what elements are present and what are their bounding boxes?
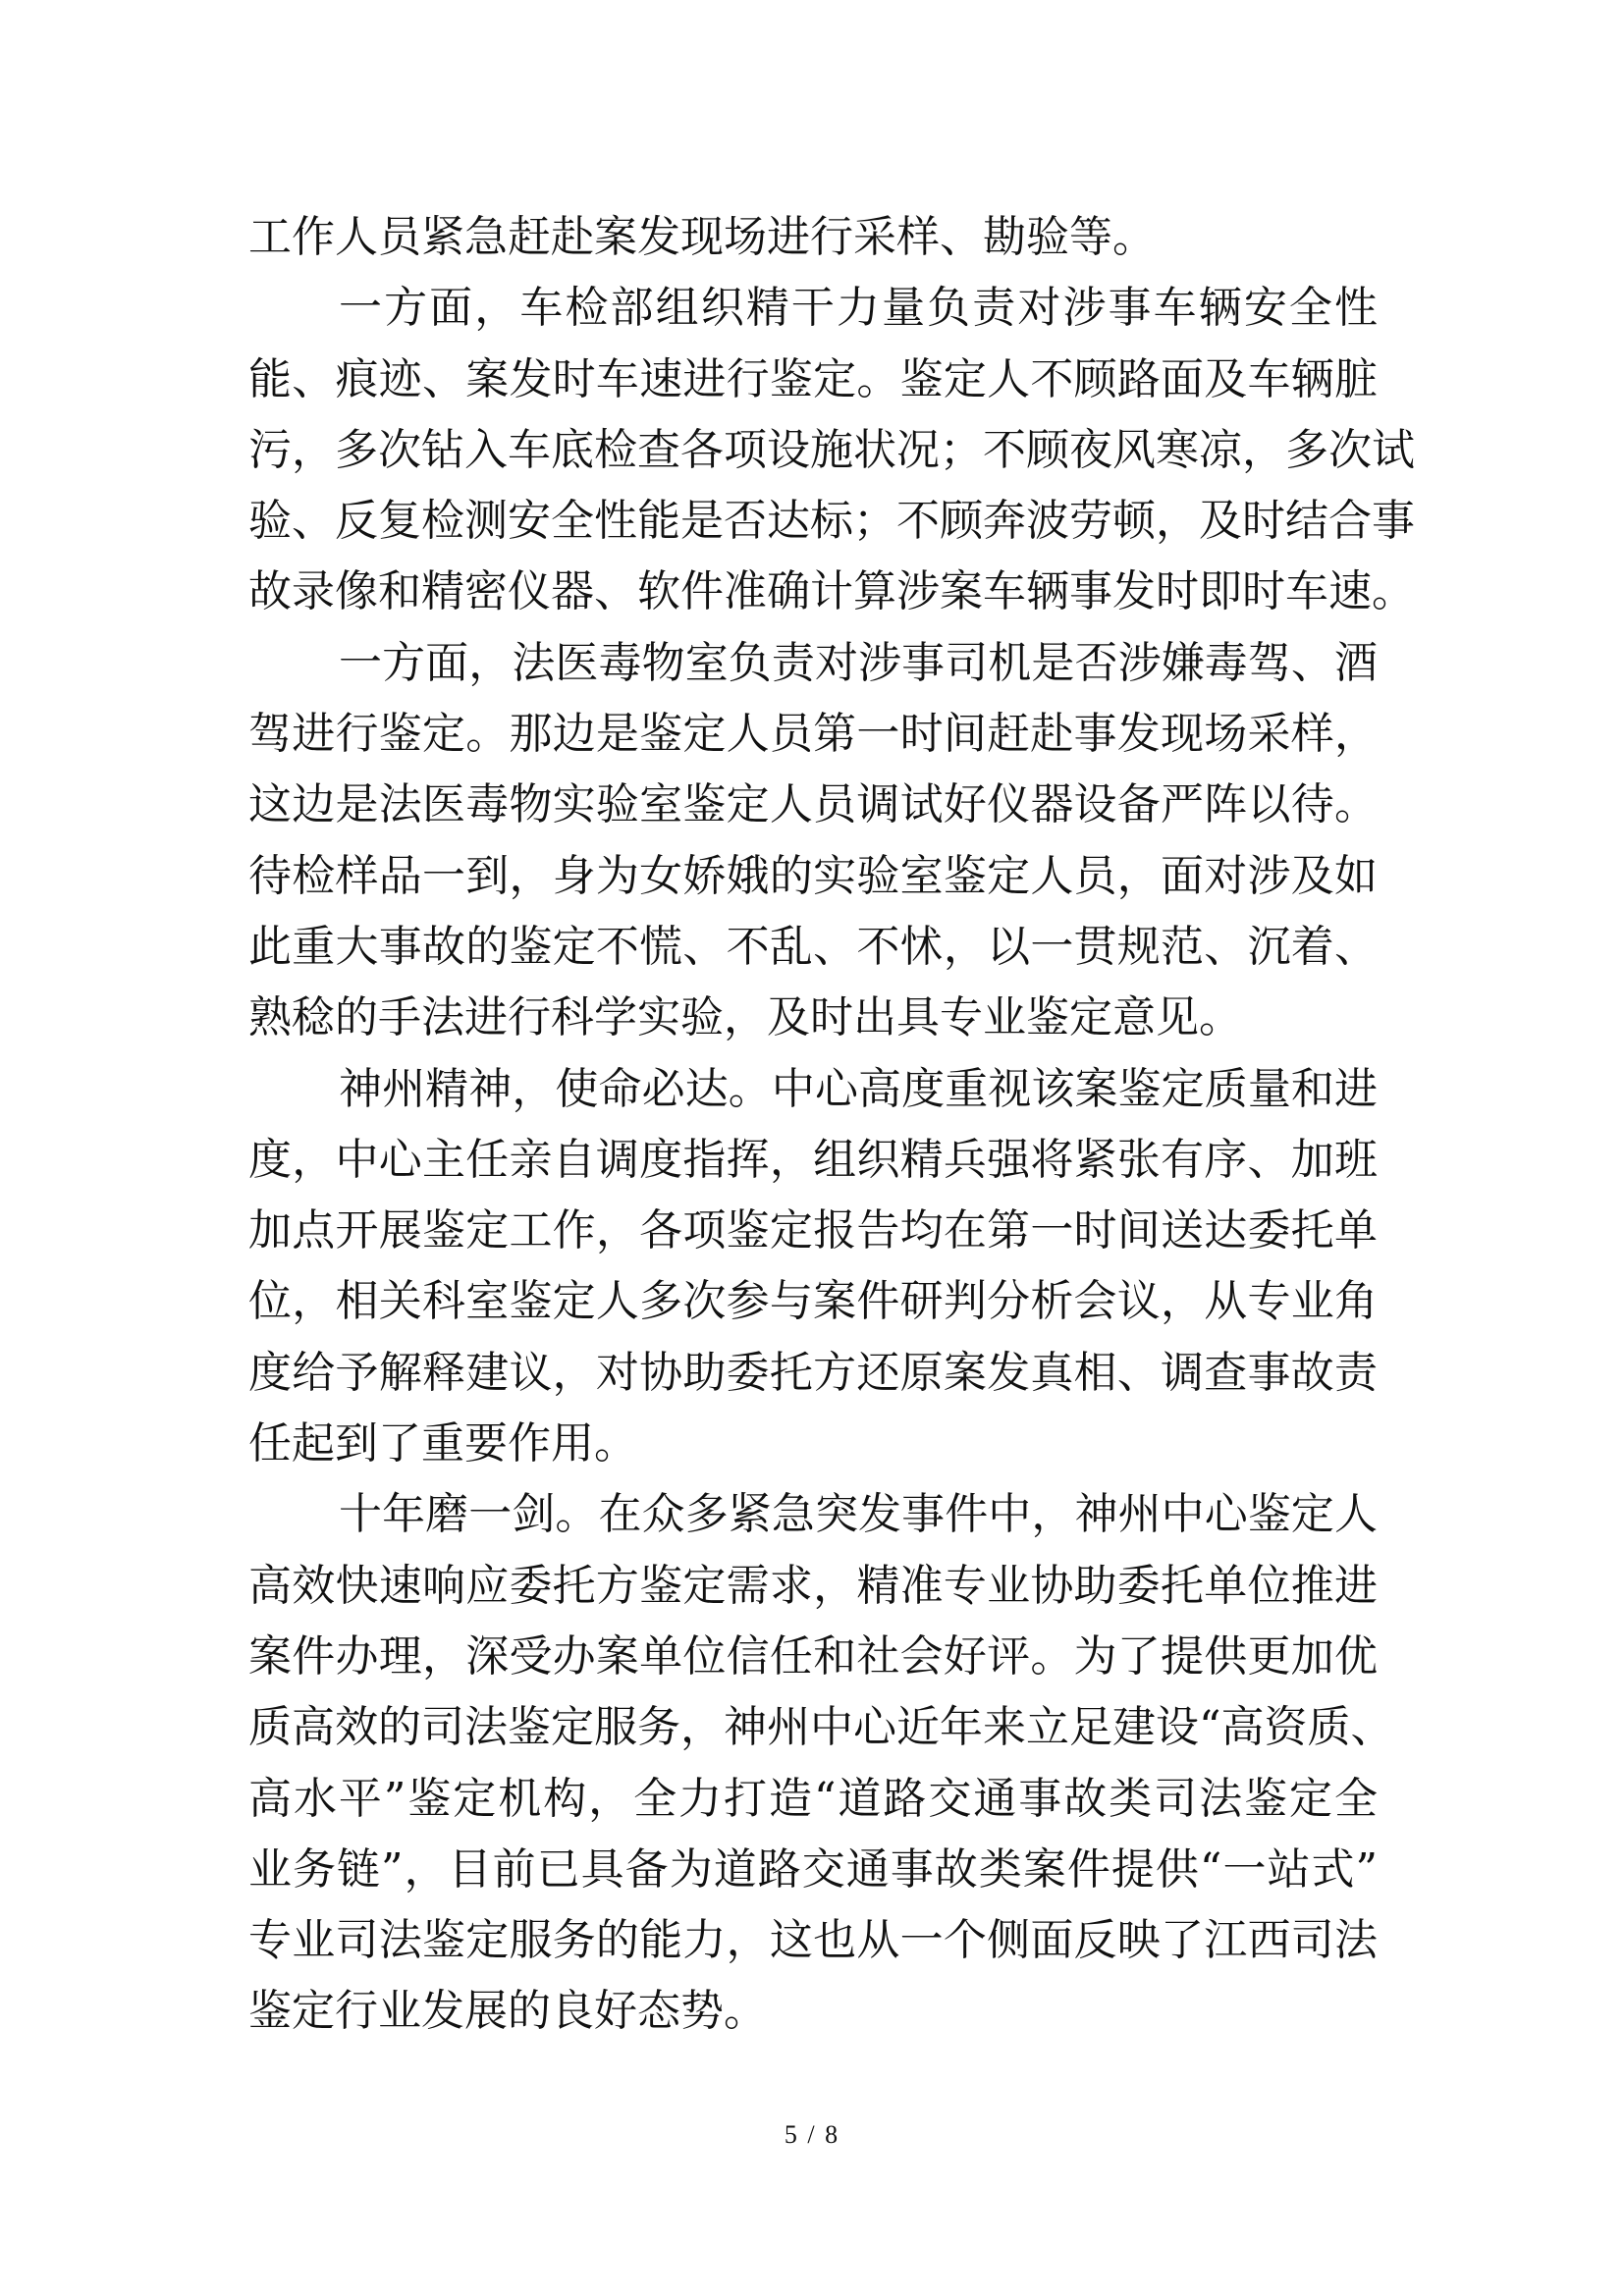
text-line: 十年磨一剑。在众多紧急突发事件中，神州中心鉴定人 xyxy=(339,1489,1378,1540)
paragraph xyxy=(248,1054,1378,1480)
text-line: 这边是法医毒物实验室鉴定人员调试好仪器设备严阵以待。 xyxy=(248,779,1378,830)
text-line: 质高效的司法鉴定服务，神州中心近年来立足建设“高资质、 xyxy=(248,1702,1394,1753)
text-line: 一方面，法医毒物室负责对涉事司机是否涉嫌毒驾、酒 xyxy=(339,637,1378,688)
text-line: 高效快速响应委托方鉴定需求，精准专业协助委托单位推进 xyxy=(248,1560,1378,1611)
text-line: 验、反复检测安全性能是否达标；不顾奔波劳顿，及时结合事 xyxy=(248,496,1415,547)
text-line: 神州精神，使命必达。中心高度重视该案鉴定质量和进 xyxy=(339,1063,1378,1114)
document-body xyxy=(248,202,1415,2048)
text-line: 故录像和精密仪器、软件准确计算涉案车辆事发时即时车速。 xyxy=(248,566,1415,617)
text-line: 案件办理，深受办案单位信任和社会好评。为了提供更加优 xyxy=(248,1630,1378,1682)
text-line: 污，多次钻入车底检查各项设施状况；不顾夜风寒凉，多次试 xyxy=(248,424,1415,475)
text-line: 此重大事故的鉴定不慌、不乱、不怵，以一贯规范、沉着、 xyxy=(248,921,1378,972)
text-line: 高水平”鉴定机构，全力打造“道路交通事故类司法鉴定全 xyxy=(248,1773,1378,1824)
text-line: 能、痕迹、案发时车速进行鉴定。鉴定人不顾路面及车辆脏 xyxy=(248,353,1378,404)
text-line: 度给予解释建议，对协助委托方还原案发真相、调查事故责 xyxy=(248,1347,1378,1398)
paragraph xyxy=(248,273,1415,627)
text-line: 鉴定行业发展的良好态势。 xyxy=(248,1986,767,2037)
text-line: 驾进行鉴定。那边是鉴定人员第一时间赶赴事发现场采样， xyxy=(248,709,1378,760)
text-line: 任起到了重要作用。 xyxy=(248,1418,637,1469)
paragraph xyxy=(248,202,1378,273)
text-line: 度，中心主任亲自调度指挥，组织精兵强将紧张有序、加班 xyxy=(248,1134,1378,1185)
text-line: 待检样品一到，身为女娇娥的实验室鉴定人员，面对涉及如 xyxy=(248,850,1378,901)
text-line: 熟稔的手法进行科学实验，及时出具专业鉴定意见。 xyxy=(248,992,1242,1043)
text-line: 专业司法鉴定服务的能力，这也从一个侧面反映了江西司法 xyxy=(248,1915,1378,1966)
text-line: 一方面，车检部组织精干力量负责对涉事车辆安全性 xyxy=(339,283,1378,334)
text-line: 业务链”，目前已具备为道路交通事故类案件提供“一站式” xyxy=(248,1843,1378,1895)
page-number: 5 / 8 xyxy=(784,2120,840,2149)
paragraph xyxy=(248,1479,1394,2047)
paragraph xyxy=(248,628,1378,1054)
text-line: 位，相关科室鉴定人多次参与案件研判分析会议，从专业角 xyxy=(248,1276,1378,1327)
text-line: 工作人员紧急赶赴案发现场进行采样、勘验等。 xyxy=(248,212,1156,262)
text-line: 加点开展鉴定工作，各项鉴定报告均在第一时间送达委托单 xyxy=(248,1205,1378,1256)
